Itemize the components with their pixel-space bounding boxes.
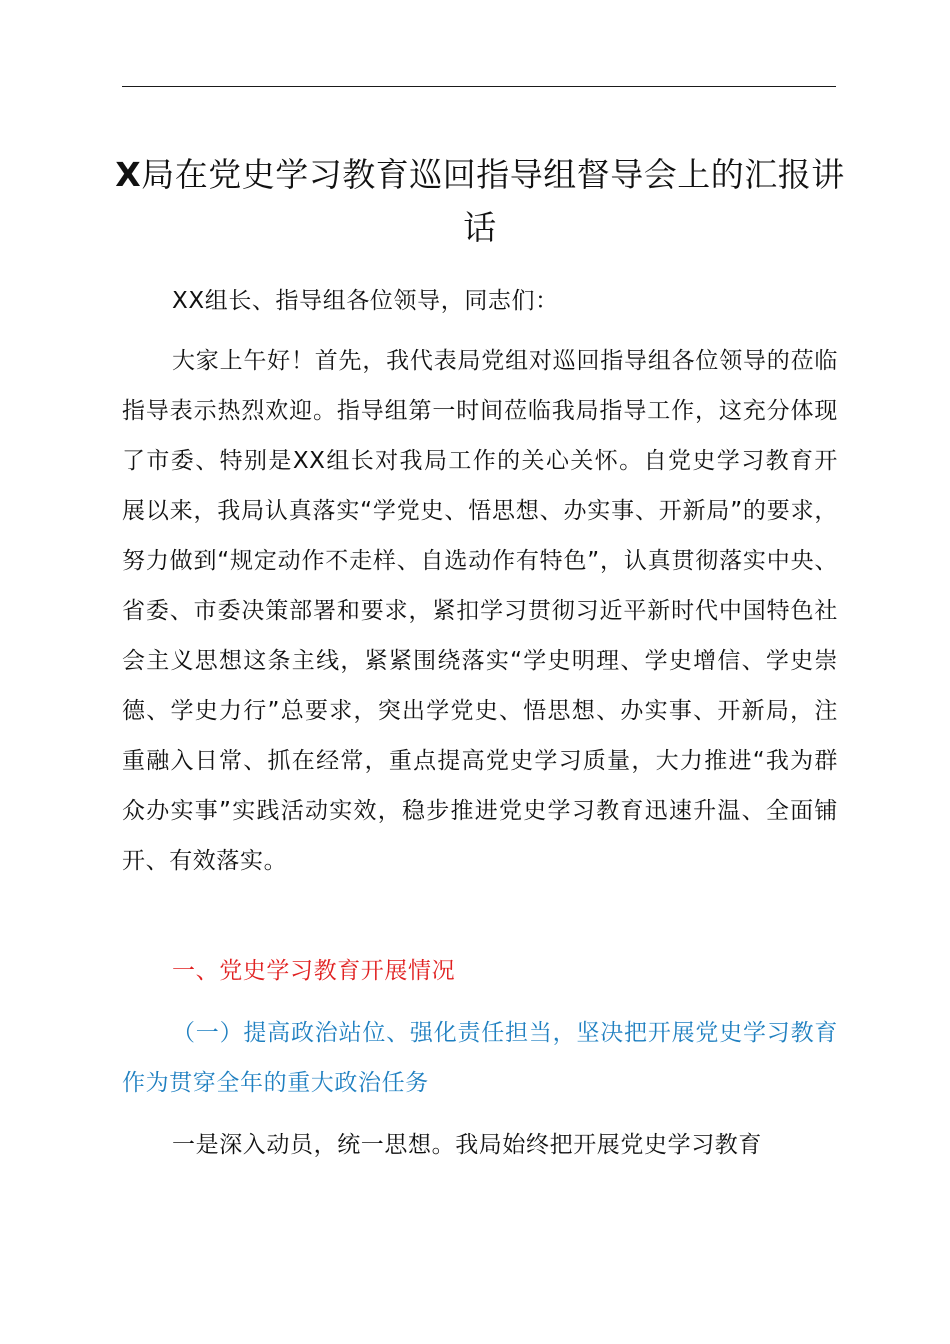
title-text: 局在党史学习教育巡回指导组督导会上的汇报讲话 (141, 155, 845, 247)
document-title (110, 148, 850, 254)
title-lead: X (115, 155, 142, 194)
salutation: XX组长、指导组各位领导，同志们： (172, 288, 559, 314)
subsection-heading-1: （一）提高政治站位、强化责任担当，坚决把开展党史学习教育作为贯穿全年的重大政治任务 (122, 1020, 838, 1096)
paragraph-mobilization: 一是深入动员，统一思想。我局始终把开展党史学习教育 (172, 1132, 762, 1158)
paragraph-opening: 大家上午好！首先，我代表局党组对巡回指导组各位领导的莅临指导表示热烈欢迎。指导组第一时间莅临我局指导工作，这充分体现了市委、特别是XX组长对我局工作的关心关怀。自党史学习教育开展以来，我局认真落实“学党史、悟思想、办实事、开新局”的要求，努力做到“规定动作不走样、自选动作有特色”，认真贯彻落实中央、省委、市委决策部署和要求，紧扣学习贯彻习近平新时代中国特色社会主义思想这条主线，紧紧围绕落实“学史明理、学史增信、学史崇德、学史力行”总要求，突出学党史、悟思想、办实事、开新局，注重融入日常、抓在经常，重点提高党史学习质量，大力推进“我为群众办实事”实践活动实效，稳步推进党史学习教育迅速升温、全面铺开、有效落实。 (122, 348, 838, 874)
section-heading-1: 一、党史学习教育开展情况 (172, 958, 456, 984)
top-divider (122, 86, 836, 87)
